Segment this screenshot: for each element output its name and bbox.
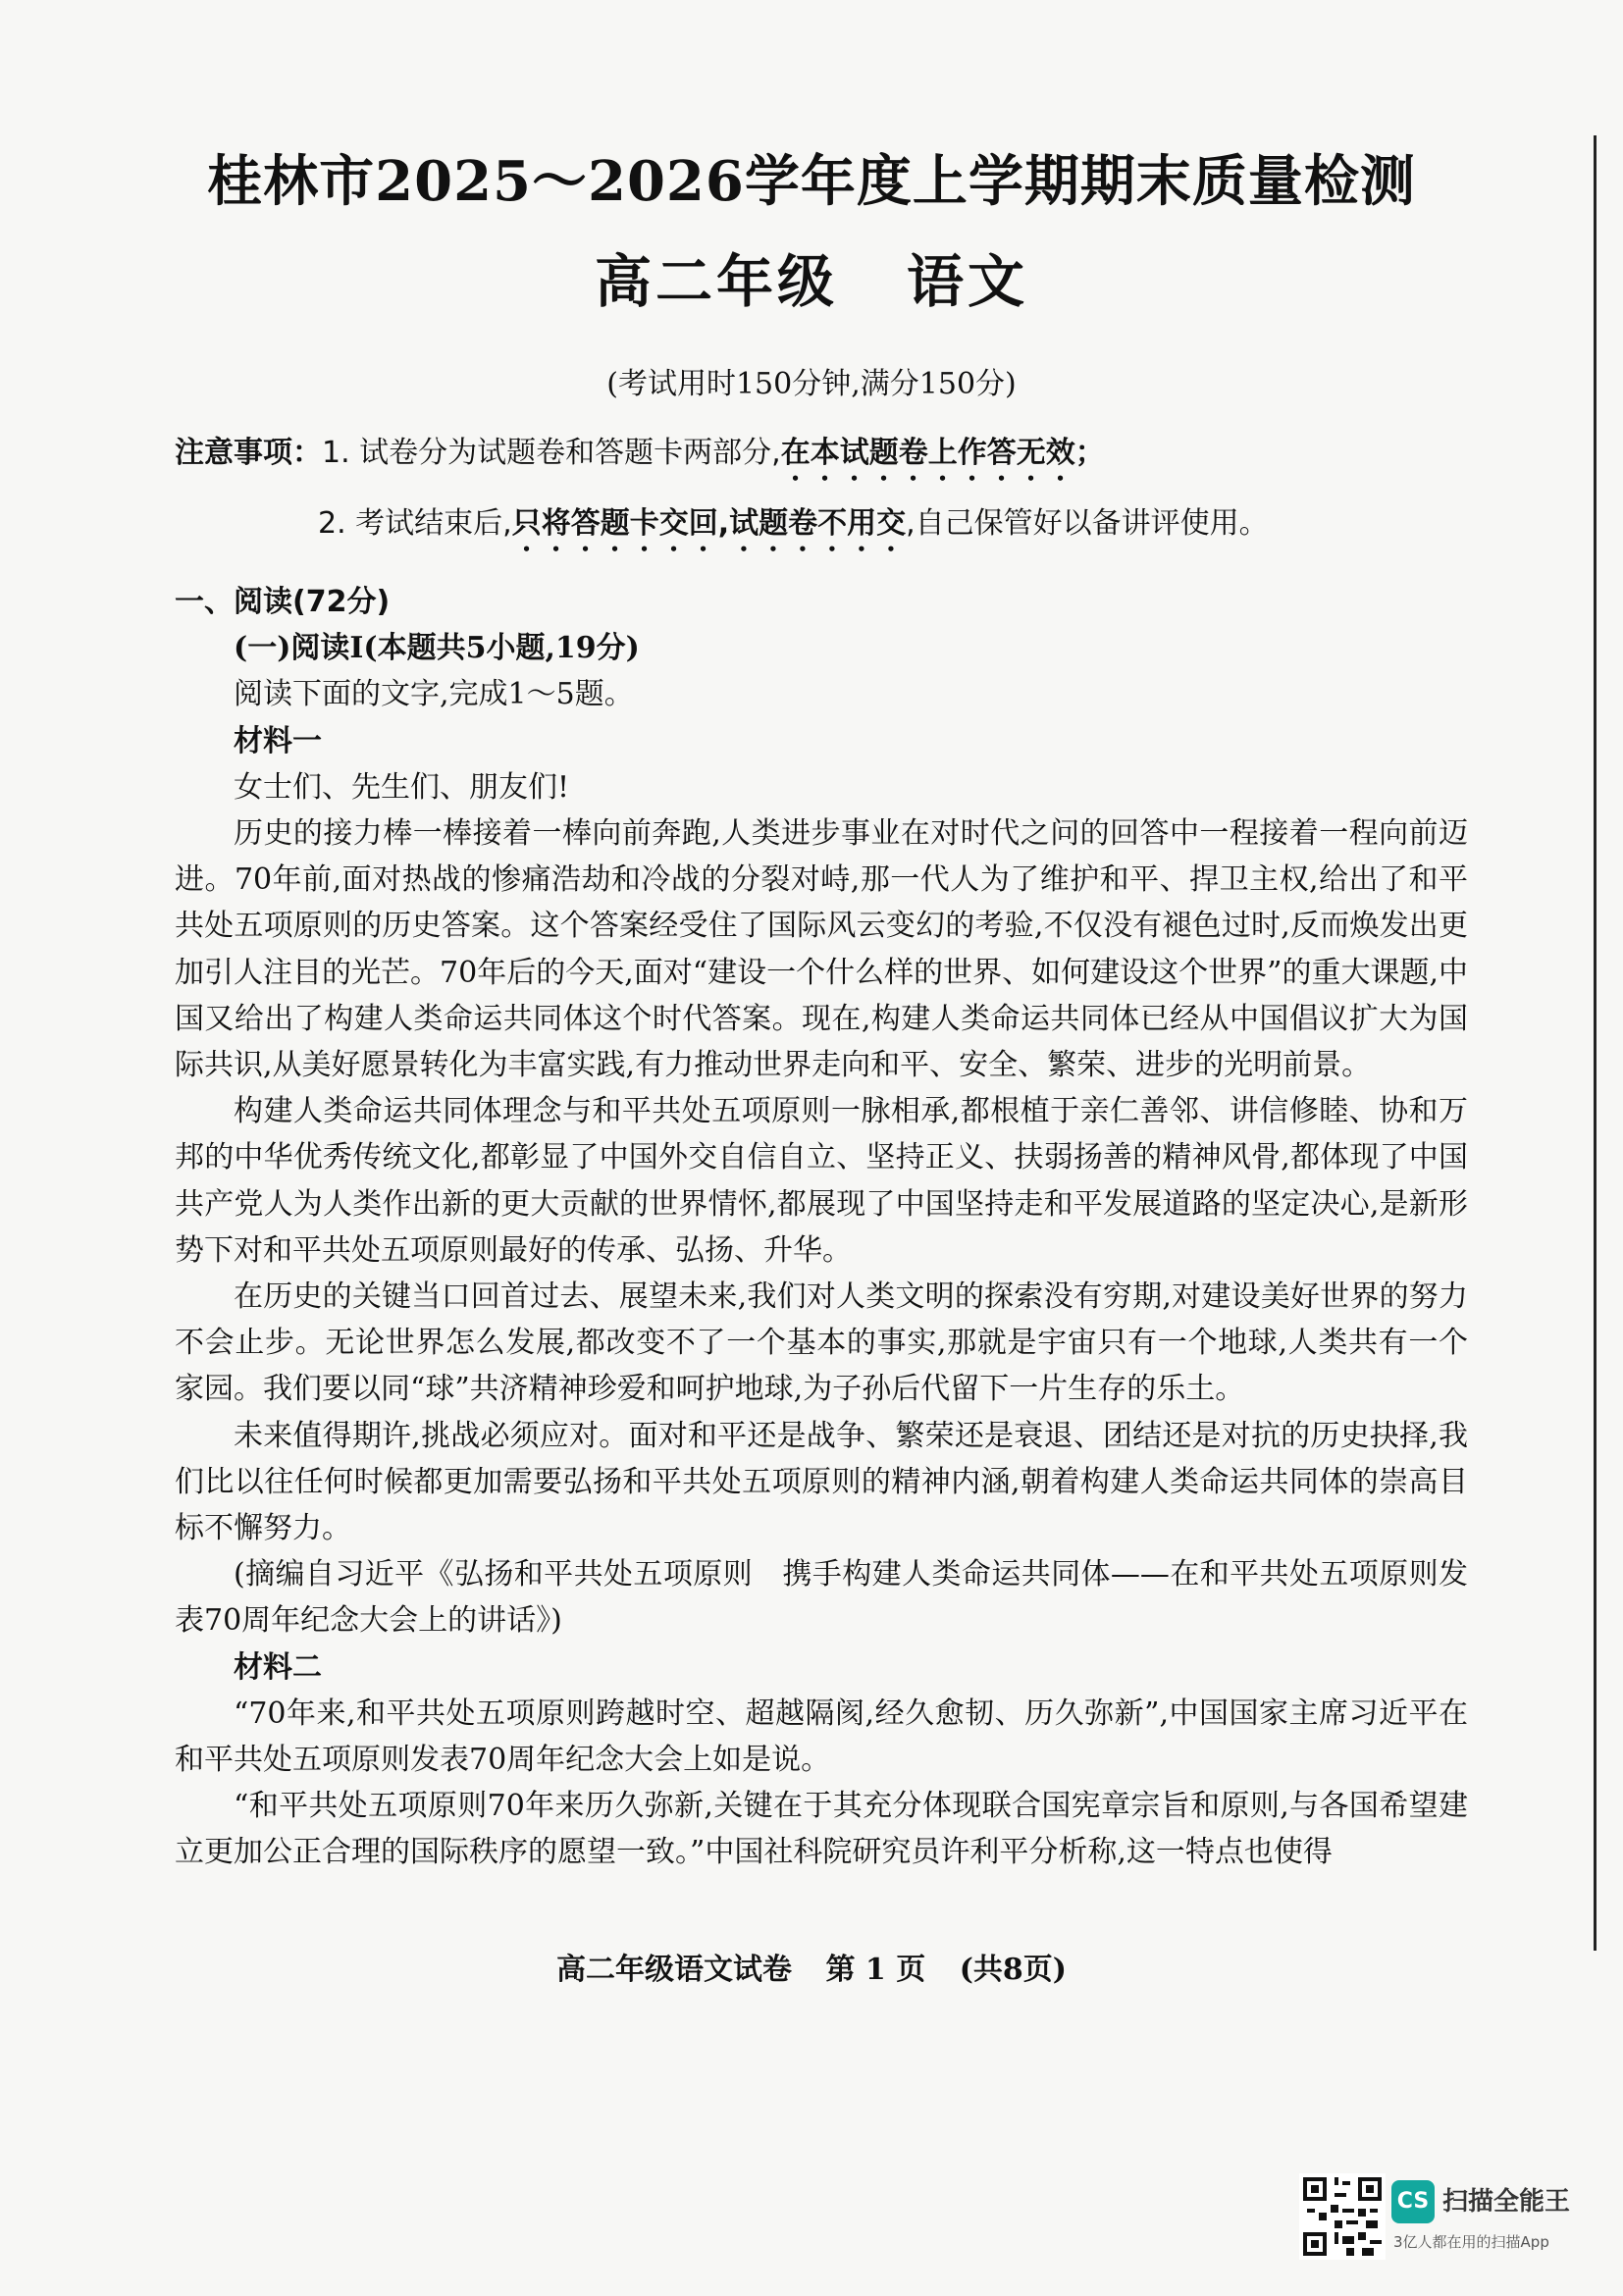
subsection-heading: (一)阅读Ⅰ(本题共5小题,19分) — [234, 631, 640, 666]
paragraph: 未来值得期许,挑战必须应对。面对和平还是战争、繁荣还是衰退、团结还是对抗的历史抉择,我们比以往任何时候都更加需要弘扬和平共处五项原则的精神内涵,朝着构建人类命运共同体的崇高目标不懈努力。 — [175, 1418, 1468, 1546]
source-citation: (摘编自习近平《弘扬和平共处五项原则 携手构建人类命运共同体——在和平共处五项原则发表70周年纪念大会上的讲话》) — [175, 1557, 1468, 1639]
notice-emphasis: 在本试题卷上作答无效； — [780, 436, 1105, 470]
footer-total: (共8页) — [959, 1953, 1067, 1987]
qr-code-icon — [1299, 2173, 1386, 2260]
notice-emphasis: 试题卷不用交 — [729, 506, 907, 541]
material-title: 材料二 — [234, 1649, 322, 1685]
footer-doc: 高二年级语文试卷 — [556, 1953, 793, 1987]
paragraph: 构建人类命运共同体理念与和平共处五项原则一脉相承,都根植于亲仁善邻、讲信修睦、协和万邦的中华优秀传统文化,都彰显了中国外交自信自立、坚持正义、扶弱扬善的精神风骨,都体现了中国共产党人为人类作出新的更大贡献的世界情怀,都展现了中国坚持走和平发展道路的坚定决心,是新形势下对和平共处五项原则最好的传承、弘扬、升华。 — [175, 1094, 1468, 1268]
exam-subtitle — [0, 247, 1623, 316]
instruction-text: 阅读下面的文字,完成1～5题。 — [234, 677, 634, 712]
paragraph: 历史的接力棒一棒接着一棒向前奔跑,人类进步事业在对时代之问的回答中一程接着一程向前迈进。70年前,面对热战的惨痛浩劫和冷战的分裂对峙,那一代人为了维护和平、捍卫主权,给出了和平共处五项原则的历史答案。这个答案经受住了国际风云变幻的考验,不仅没有褪色过时,反而焕发出更加引人注目的光芒。70年后的今天,面对“建设一个什么样的世界、如何建设这个世界”的重大课题,中国又给出了构建人类命运共同体这个时代答案。现在,构建人类命运共同体已经从中国倡议扩大为国际共识,从美好愿景转化为丰富实践,有力推动世界走向和平、安全、繁荣、进步的光明前景。 — [175, 816, 1468, 1083]
paragraph: “70年来,和平共处五项原则跨越时空、超越隔阂,经久愈韧、历久弥新”,中国国家主席习近平在和平共处五项原则发表70周年纪念大会上如是说。 — [175, 1696, 1468, 1778]
page-footer — [0, 1951, 1623, 1990]
material-title: 材料一 — [234, 723, 322, 758]
paragraph: “和平共处五项原则70年来历久弥新,关键在于其充分体现联合国宪章宗旨和原则,与各国希望建立更加公正合理的国际秩序的愿望一致。”中国社科院研究员许利平分析称,这一特点也使得 — [175, 1789, 1468, 1870]
camscanner-name: 扫描全能王 — [1442, 2187, 1571, 2217]
subject-label: 语文 — [907, 248, 1029, 315]
camscanner-tagline: 3亿人都在用的扫描App — [1393, 2233, 1549, 2251]
exam-info: (考试用时150分钟,满分150分) — [606, 367, 1017, 401]
notice-text: , — [717, 506, 730, 541]
page-border-line — [1594, 135, 1597, 1951]
grade-label: 高二年级 — [594, 248, 838, 315]
camscanner-logo: CS — [1391, 2180, 1435, 2223]
footer-page: 第 1 页 — [825, 1953, 926, 1987]
notice-label: 注意事项： — [175, 436, 322, 470]
notice-block — [175, 434, 1490, 575]
notice-item-1 — [175, 434, 1490, 504]
notice-text: ,自己保管好以备讲评使用。 — [906, 506, 1269, 541]
exam-title: 桂林市2025～2026学年度上学期期末质量检测 — [207, 149, 1416, 214]
notice-item-2 — [175, 504, 1490, 575]
notice-emphasis: 只将答题卡交回 — [511, 506, 718, 541]
notice-text: 2. 考试结束后, — [318, 506, 512, 541]
reading-content — [175, 579, 1468, 1876]
paragraph: 女士们、先生们、朋友们! — [234, 769, 570, 805]
notice-text: 1. 试卷分为试题卷和答题卡两部分, — [322, 436, 781, 470]
paragraph: 在历史的关键当口回首过去、展望未来,我们对人类文明的探索没有穷期,对建设美好世界的努力不会止步。无论世界怎么发展,都改变不了一个基本的事实,那就是宇宙只有一个地球,人类共有一个家园。我们要以同“球”共济精神珍爱和呵护地球,为子孙后代留下一片生存的乐土。 — [175, 1279, 1468, 1407]
section-heading: 一、阅读(72分) — [175, 585, 391, 619]
